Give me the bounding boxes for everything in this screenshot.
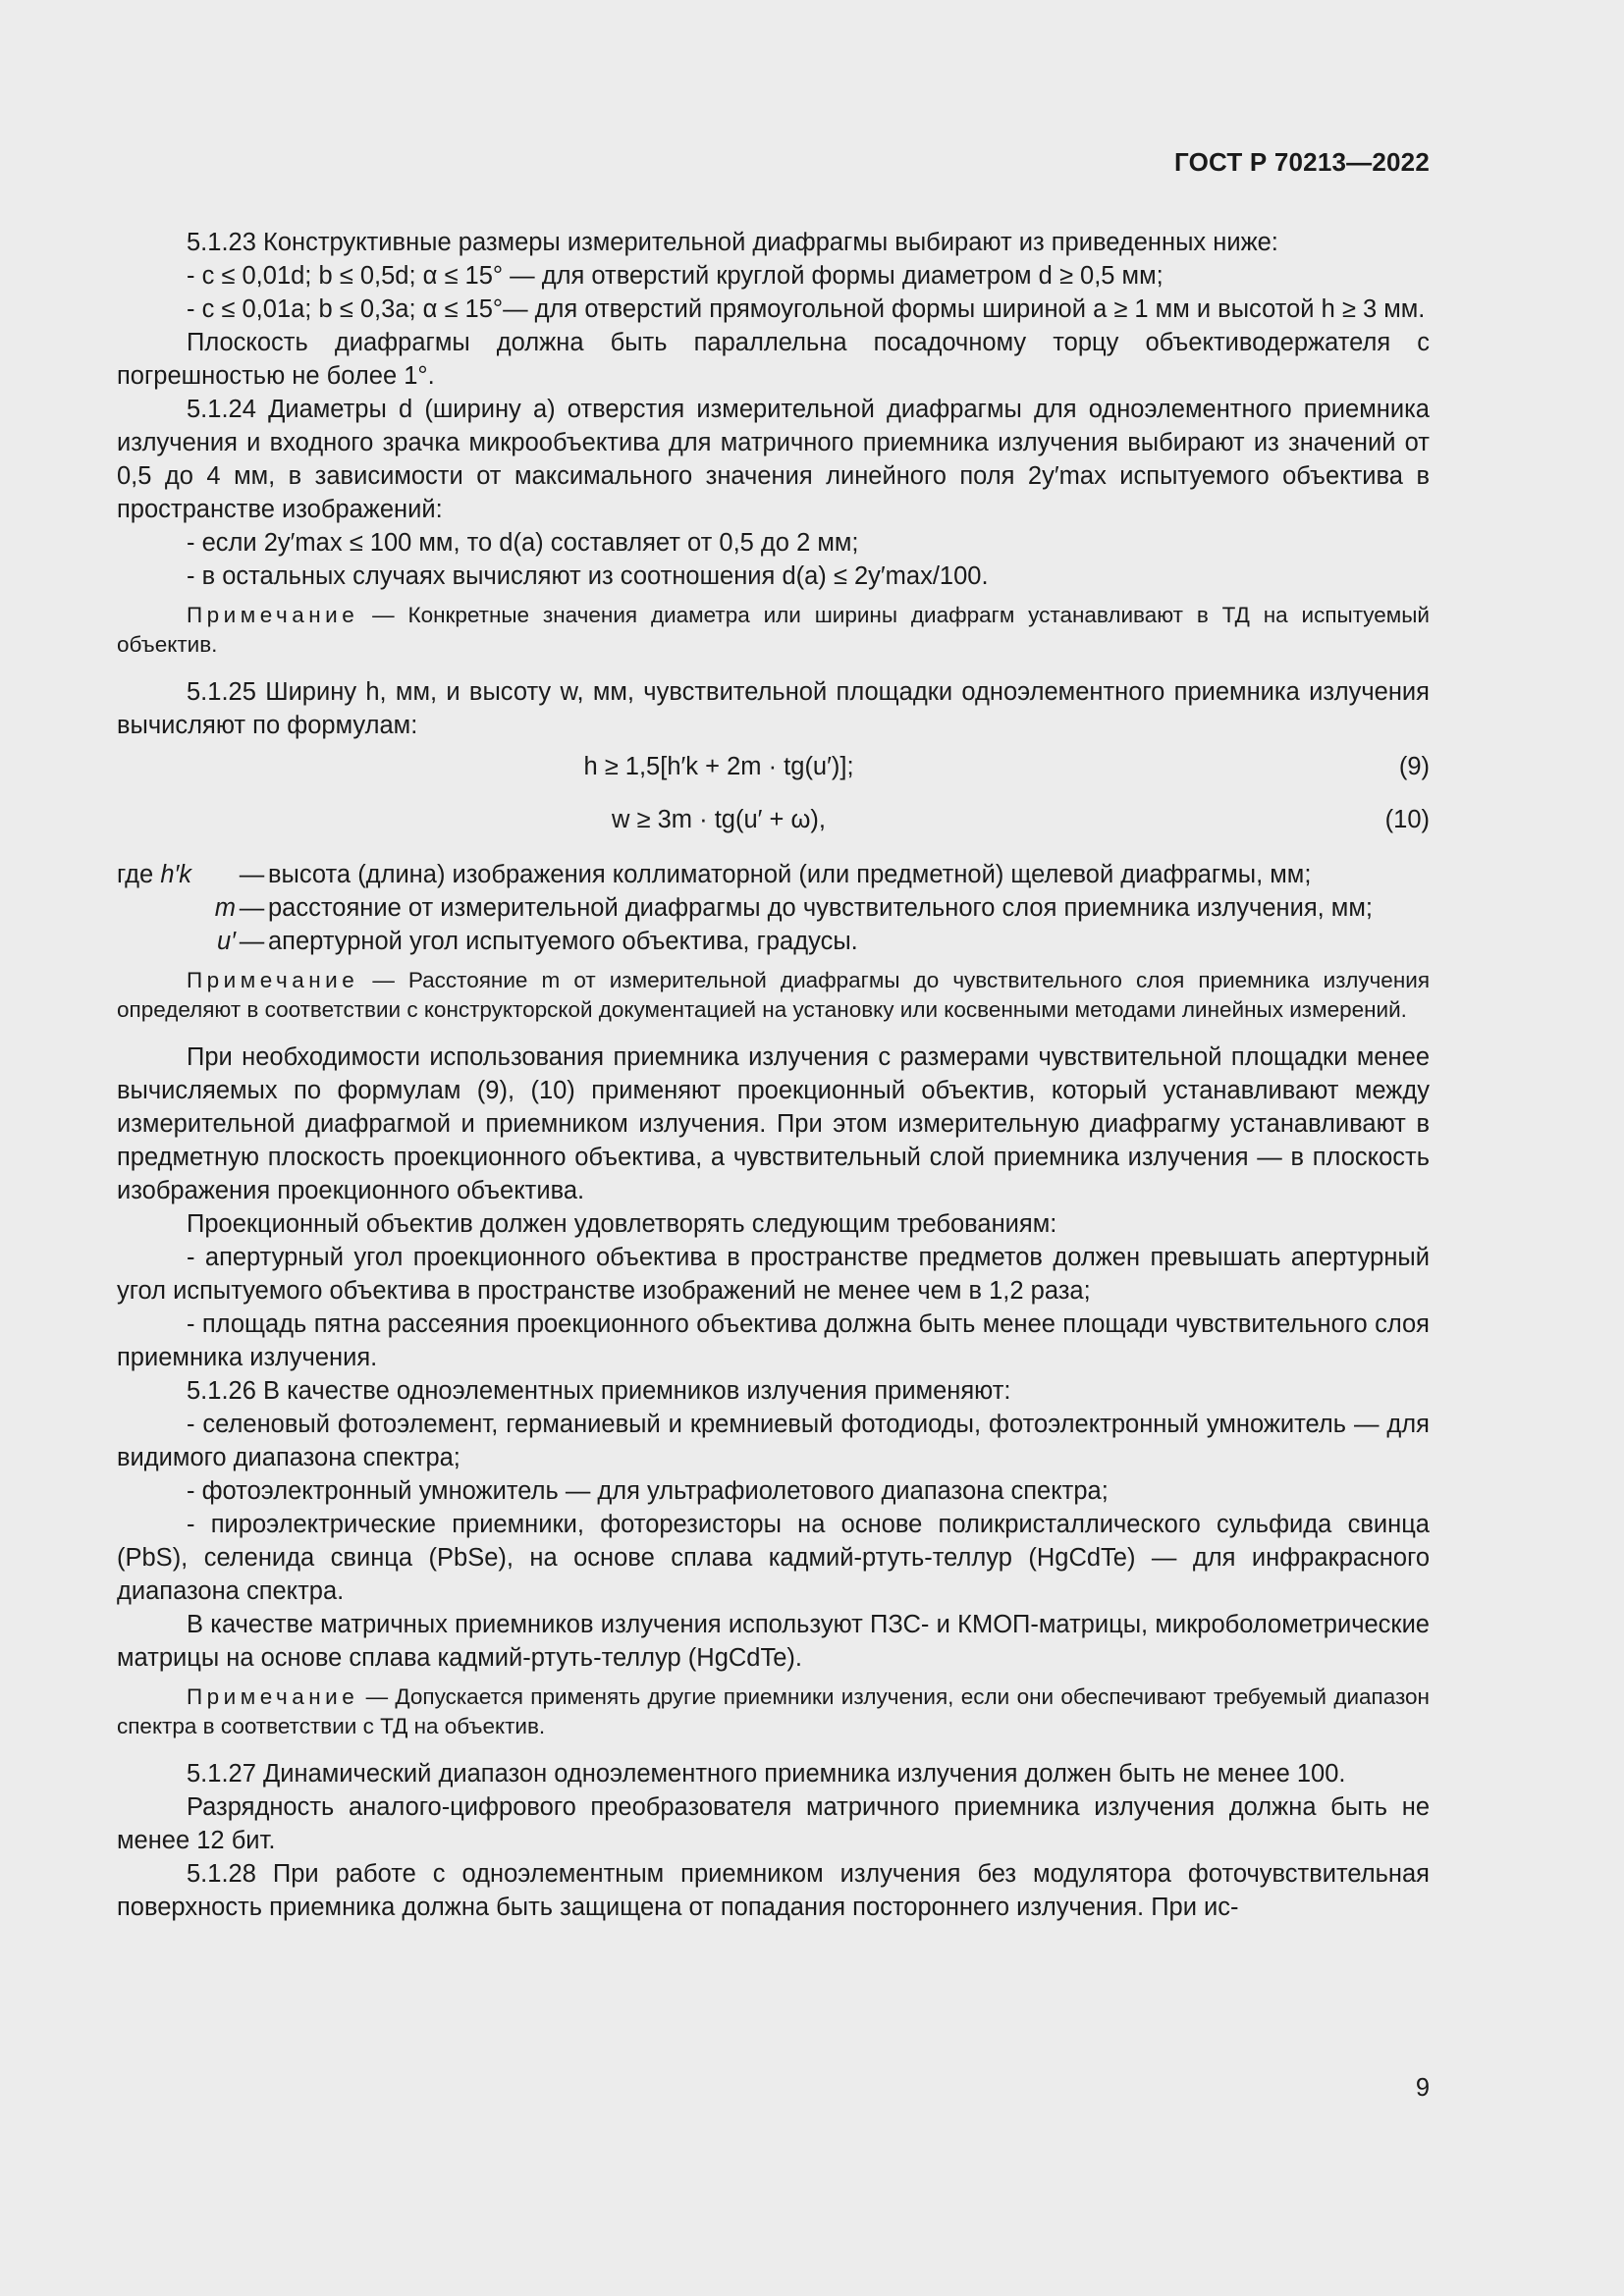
- definition-symbol: u′: [217, 928, 236, 955]
- list-item: - селеновый фотоэлемент, германиевый и кремниевый фотодиоды, фотоэлектронный умножитель — для видимого диапазона спектра;: [117, 1411, 1430, 1471]
- document-code: ГОСТ Р 70213—2022: [1174, 147, 1430, 177]
- list-item: - фотоэлектронный умножитель — для ультрафиолетового диапазона спектра;: [187, 1477, 1109, 1505]
- note-label: Примечание: [187, 1684, 359, 1709]
- clause-5-1-24: 5.1.24 Диаметры d (ширину a) отверстия измерительной диафрагмы для одноэлементного приемника излучения и входного зрачка микрообъектива для матричного приемника излучения выбирают из значений от 0,5 до 4 мм, в зависимости от максимального значения линейного поля 2y′max испытуемого объектива в пространстве изображений:: [117, 396, 1430, 523]
- definition-dash: —: [239, 894, 265, 922]
- note-text: — Расстояние m от измерительной диафрагмы до чувствительного слоя приемника излучения определяют в соответствии с конструкторской документацией на установку или косвенными методами линейных измерений.: [117, 968, 1430, 1022]
- list-item: - в остальных случаях вычисляют из соотношения d(a) ≤ 2y′max/100.: [187, 562, 989, 590]
- formula-number: (10): [1384, 806, 1430, 833]
- definition-row: [117, 891, 1430, 925]
- clause-5-1-28: 5.1.28 При работе с одноэлементным приемником излучения без модулятора фоточувствительная поверхность приемника должна быть защищена от попадания постороннего излучения. При ис-: [117, 1860, 1430, 1921]
- definition-symbol: где h′k: [117, 861, 192, 888]
- paragraph: Разрядность аналого-цифрового преобразователя матричного приемника излучения должна быть не менее 12 бит.: [117, 1793, 1430, 1854]
- list-item: - если 2y′max ≤ 100 мм, то d(a) составляет от 0,5 до 2 мм;: [187, 529, 859, 557]
- paragraph: Плоскость диафрагмы должна быть параллельна посадочному торцу объективодержателя с погрешностью не более 1°.: [117, 329, 1430, 390]
- definition-text: расстояние от измерительной диафрагмы до чувствительного слоя приемника излучения, мм;: [268, 894, 1373, 922]
- definition-text: апертурной угол испытуемого объектива, градусы.: [268, 928, 858, 955]
- note: [117, 1682, 1430, 1741]
- clause-5-1-25: 5.1.25 Ширину h, мм, и высоту w, мм, чувствительной площадки одноэлементного приемника излучения вычисляют по формулам:: [117, 678, 1430, 739]
- page-number: 9: [1415, 2074, 1430, 2102]
- paragraph: В качестве матричных приемников излучения используют ПЗС- и КМОП-матрицы, микроболометрические матрицы на основе сплава кадмий-ртуть-теллур (HgCdTe).: [117, 1611, 1430, 1672]
- formula-10: [117, 795, 1430, 848]
- note-label: Примечание: [187, 603, 359, 627]
- definition-row: [117, 925, 1430, 958]
- clause-5-1-27: 5.1.27 Динамический диапазон одноэлементного приемника излучения должен быть не менее 100.: [187, 1760, 1346, 1788]
- list-item: - площадь пятна рассеяния проекционного объектива должна быть менее площади чувствительного слоя приемника излучения.: [117, 1310, 1430, 1371]
- definition-symbol: m: [214, 894, 236, 922]
- definition-text: высота (длина) изображения коллиматорной (или предметной) щелевой диафрагмы, мм;: [268, 861, 1312, 888]
- definition-dash: —: [239, 861, 265, 888]
- clause-5-1-23: 5.1.23 Конструктивные размеры измерительной диафрагмы выбирают из приведенных ниже:: [187, 229, 1278, 256]
- formula-expression: w ≥ 3m · tg(u′ + ω),: [612, 806, 826, 833]
- definition-dash: —: [239, 928, 265, 955]
- note-label: Примечание: [187, 968, 359, 992]
- list-item: - c ≤ 0,01a; b ≤ 0,3a; α ≤ 15°— для отверстий прямоугольной формы шириной a ≥ 1 мм и высотой h ≥ 3 мм.: [187, 295, 1426, 323]
- formula-number: (9): [1398, 753, 1430, 780]
- page-body: [117, 226, 1430, 1924]
- formula-expression: h ≥ 1,5[h′k + 2m · tg(u′)];: [583, 753, 854, 780]
- list-item: - c ≤ 0,01d; b ≤ 0,5d; α ≤ 15° — для отверстий круглой формы диаметром d ≥ 0,5 мм;: [187, 262, 1164, 290]
- note-text: — Допускается применять другие приемники излучения, если они обеспечивают требуемый диапазон спектра в соответствии с ТД на объектив.: [117, 1684, 1430, 1738]
- paragraph: Проекционный объектив должен удовлетворять следующим требованиям:: [187, 1210, 1057, 1238]
- clause-5-1-26: 5.1.26 В качестве одноэлементных приемников излучения применяют:: [187, 1377, 1011, 1405]
- list-item: - пироэлектрические приемники, фоторезисторы на основе поликристаллического сульфида свинца (PbS), селенида свинца (PbSe), на основе сплава кадмий-ртуть-теллур (HgCdTe) — для инфракрасного диапазона спектра.: [117, 1511, 1430, 1605]
- formula-9: [117, 742, 1430, 795]
- list-item: - апертурный угол проекционного объектива в пространстве предметов должен превышать апертурный угол испытуемого объектива в пространстве изображений не менее чем в 1,2 раза;: [117, 1244, 1430, 1305]
- definition-row: [117, 858, 1430, 891]
- note: [117, 966, 1430, 1025]
- note: [117, 601, 1430, 660]
- paragraph: При необходимости использования приемника излучения с размерами чувствительной площадки менее вычисляемых по формулам (9), (10) применяют проекционный объектив, который устанавливают между измерительной диафрагмой и приемником излучения. При этом измерительную диафрагму устанавливают в предметную плоскость проекционного объектива, а чувствительный слой приемника излучения — в плоскость изображения проекционного объектива.: [117, 1043, 1430, 1204]
- note-text: — Конкретные значения диаметра или ширины диафрагм устанавливают в ТД на испытуемый объектив.: [117, 603, 1430, 657]
